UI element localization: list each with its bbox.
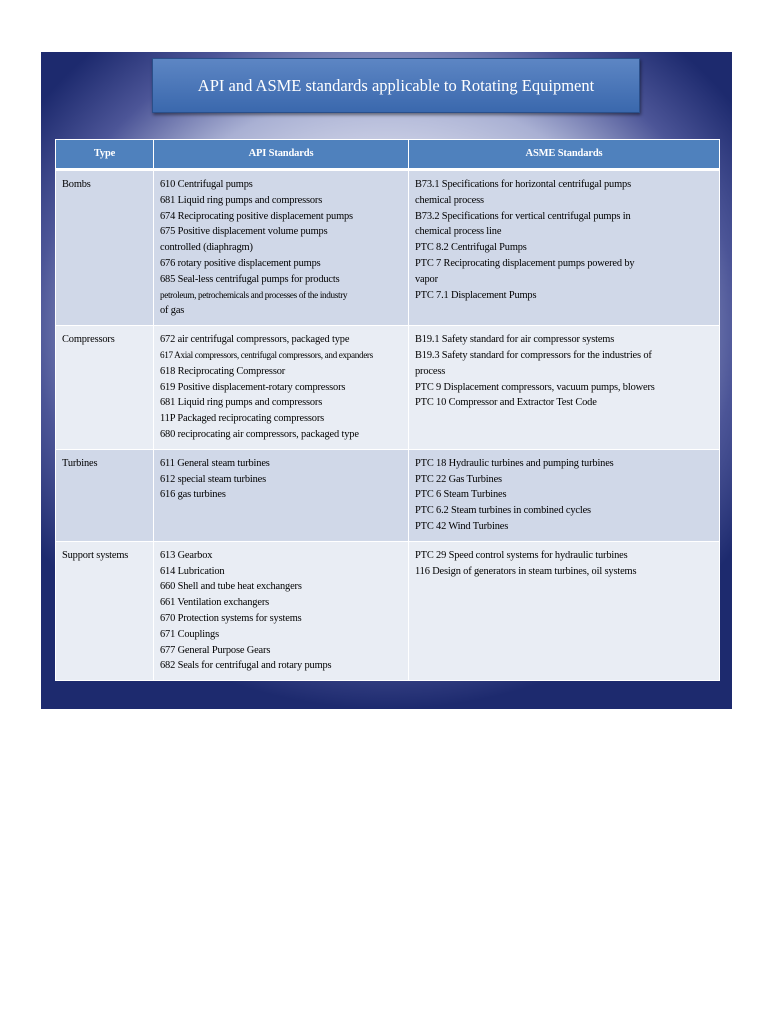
table-row-bombs — [56, 170, 720, 326]
api-standard-line: 672 air centrifugal compressors, packaged type — [160, 334, 350, 346]
api-standard-line: 671 Couplings — [160, 628, 219, 640]
table-row-turbines — [56, 449, 720, 541]
api-standard-line: 677 General Purpose Gears — [160, 644, 271, 656]
slide-title: API and ASME standards applicable to Rotating Equipment — [152, 58, 640, 113]
asme-standard-line: vapor — [415, 273, 438, 285]
api-cell — [154, 170, 409, 326]
api-cell — [154, 326, 409, 450]
header-type: Type — [56, 140, 154, 170]
asme-standard-line: chemical process — [415, 194, 484, 206]
api-standard-line: 670 Protection systems for systems — [160, 612, 302, 624]
api-standard-line: 618 Reciprocating Compressor — [160, 365, 286, 377]
table-row-compressors — [56, 326, 720, 450]
header-asme-standards: ASME Standards — [409, 140, 720, 170]
asme-standard-line: PTC 8.2 Centrifugal Pumps — [415, 242, 527, 254]
api-standard-line: 619 Positive displacement-rotary compressors — [160, 381, 346, 393]
api-standard-line: 661 Ventilation exchangers — [160, 597, 270, 609]
api-standard-line: 616 gas turbines — [160, 489, 226, 501]
asme-standard-line: PTC 6.2 Steam turbines in combined cycles — [415, 505, 591, 517]
api-standard-line: 682 Seals for centrifugal and rotary pumps — [160, 660, 332, 672]
asme-standard-line: PTC 18 Hydraulic turbines and pumping turbines — [415, 457, 614, 469]
api-standard-line: 681 Liquid ring pumps and compressors — [160, 194, 323, 206]
header-api-standards: API Standards — [154, 140, 409, 170]
api-standard-line: controlled (diaphragm) — [160, 242, 253, 254]
asme-standard-line: B19.1 Safety standard for air compressor systems — [415, 334, 615, 346]
asme-standard-line: PTC 22 Gas Turbines — [415, 473, 502, 485]
type-cell: Support systems — [56, 541, 154, 680]
asme-standard-line: PTC 29 Speed control systems for hydraulic turbines — [415, 549, 628, 561]
api-standard-line: 680 reciprocating air compressors, packaged type — [160, 428, 359, 440]
api-standard-line: of gas — [160, 305, 185, 317]
api-standard-line: 674 Reciprocating positive displacement pumps — [160, 210, 353, 222]
asme-standard-line: PTC 7.1 Displacement Pumps — [415, 289, 537, 301]
api-standard-line: 613 Gearbox — [160, 549, 213, 561]
type-cell: Turbines — [56, 449, 154, 541]
api-standard-line: 612 special steam turbines — [160, 473, 267, 485]
asme-standard-line: chemical process line — [415, 226, 502, 238]
slide-background — [41, 52, 732, 709]
asme-standard-line: PTC 10 Compressor and Extractor Test Code — [415, 397, 597, 409]
asme-standard-line: B73.1 Specifications for horizontal centrifugal pumps — [415, 179, 631, 190]
asme-standard-line: PTC 42 Wind Turbines — [415, 520, 509, 532]
asme-standard-line: PTC 7 Reciprocating displacement pumps powered by — [415, 257, 635, 269]
asme-standard-line: B73.2 Specifications for vertical centrifugal pumps in — [415, 210, 631, 222]
api-standard-line: 675 Positive displacement volume pumps — [160, 226, 328, 238]
api-standard-line: 614 Lubrication — [160, 565, 225, 577]
table-header-row — [56, 140, 720, 170]
api-standard-line: 611 General steam turbines — [160, 457, 270, 469]
asme-cell — [409, 541, 720, 680]
asme-standard-line: B19.3 Safety standard for compressors for the industries of — [415, 349, 652, 361]
asme-cell — [409, 326, 720, 450]
api-standard-line: 685 Seal-less centrifugal pumps for products — [160, 273, 340, 285]
api-standard-line: 660 Shell and tube heat exchangers — [160, 581, 302, 593]
api-standard-line: 610 Centrifugal pumps — [160, 179, 253, 190]
asme-standard-line: PTC 6 Steam Turbines — [415, 489, 507, 501]
api-standard-line: petroleum, petrochemicals and processes of the industry — [160, 289, 348, 300]
api-cell — [154, 449, 409, 541]
api-standard-line: 617 Axial compressors, centrifugal compressors, and expanders — [160, 349, 373, 360]
asme-standard-line: PTC 9 Displacement compressors, vacuum pumps, blowers — [415, 381, 655, 393]
asme-standard-line: process — [415, 365, 446, 377]
api-cell — [154, 541, 409, 680]
api-standard-line: 681 Liquid ring pumps and compressors — [160, 397, 323, 409]
type-cell: Bombs — [56, 170, 154, 326]
table-row-support-systems — [56, 541, 720, 680]
api-standard-line: 676 rotary positive displacement pumps — [160, 257, 321, 269]
asme-cell — [409, 449, 720, 541]
type-cell: Compressors — [56, 326, 154, 450]
standards-table — [55, 139, 720, 681]
asme-standard-line: 116 Design of generators in steam turbines, oil systems — [415, 565, 637, 577]
asme-cell — [409, 170, 720, 326]
api-standard-line: 11P Packaged reciprocating compressors — [160, 413, 325, 425]
